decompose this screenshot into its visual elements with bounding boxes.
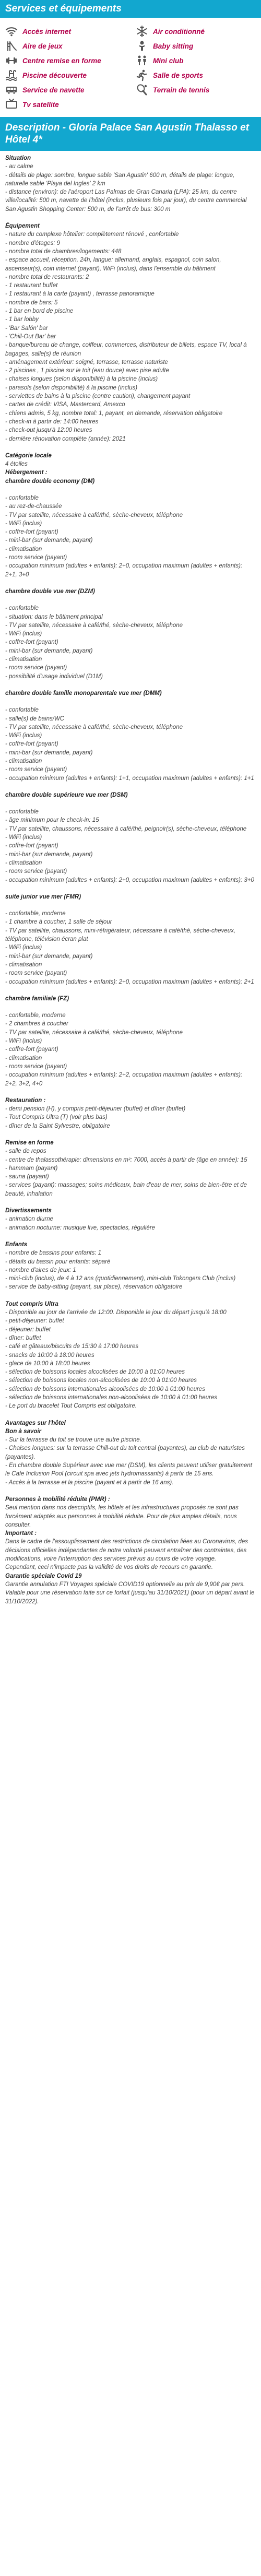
- description-line: - WiFi (inclus): [5, 944, 42, 951]
- service-label: Baby sitting: [153, 42, 194, 50]
- description-line: - nature du complexe hôtelier: complètement rénové , confortable: [5, 231, 179, 238]
- section-heading: Situation: [5, 155, 31, 161]
- description-line: - possibilité d'usage individuel (D1M): [5, 673, 103, 680]
- description-line: - TV par satellite, nécessaire à café/thé, sèche-cheveux, téléphone: [5, 622, 183, 629]
- service-label: Centre remise en forme: [22, 56, 101, 65]
- spacer: [5, 1198, 256, 1207]
- description-line: - 2 piscines , 1 piscine sur le toit (eau douce) avec pise adulte: [5, 368, 169, 374]
- description-line: - 'Bar Salón' bar: [5, 325, 48, 332]
- description-line: - confortable, moderne: [5, 1012, 66, 1019]
- description-line: - coffre-fort (payant): [5, 843, 58, 849]
- service-service-de-navette: [0, 82, 130, 97]
- description-line: - occupation minimum (adultes + enfants): 2+0, occupation maximum (adultes + enfants): 2+1, 3+0: [5, 563, 243, 578]
- service-tv-satellite: [0, 97, 130, 112]
- description-line: Dans le cadre de l'assouplissement des restrictions de circulation liées au Coronavirus, des décisions officielles indépendantes de notre volonté peuvent entraîner des contraintes, des modifications, voire l'interruption des services prévus au cours de votre voyage.: [5, 1539, 248, 1563]
- spacer: [5, 1232, 256, 1240]
- description-line: - WiFi (inclus): [5, 1038, 42, 1045]
- section-heading: Équipement: [5, 223, 40, 230]
- description-line: - WiFi (inclus): [5, 520, 42, 527]
- description-line: - mini-bar (sur demande, payant): [5, 749, 93, 756]
- description-line: - animation nocturne: musique live, spectacles, régulière: [5, 1224, 156, 1231]
- service-baby-sitting: [130, 39, 261, 53]
- description-line: - occupation minimum (adultes + enfants): 2+2, occupation maximum (adultes + enfants): 2+2, 3+2, 4+0: [5, 1072, 243, 1087]
- description-line: - En chambre double Supérieur avec vue mer (DSM), les clients peuvent utiliser gratuitement le Cafe Inclusion Pool (circuit spa avec jets hydromassants) à partir de 15 ans.: [5, 1462, 252, 1478]
- section-heading: chambre double famille monoparentale vue mer (DMM): [5, 690, 162, 696]
- description-line: - climatisation: [5, 1055, 42, 1061]
- description-line: - check-out jusqu'à 12:00 heures: [5, 427, 92, 434]
- section-heading: Remise en forme: [5, 1139, 54, 1146]
- description-line: - sélection de boissons internationales alcoolisées de 10:00 à 01:00 heures: [5, 1386, 205, 1392]
- description-line: Seul mention dans nos descriptifs, les hôtels et les infrastructures proposés ne sont pas forcément adaptés aux personnes à mobilité réduite. Pour de plus amples détails, nous consulter.: [5, 1505, 239, 1528]
- service-acces-internet: [0, 24, 130, 39]
- spacer: [5, 214, 256, 222]
- service-aire-de-jeux: [0, 39, 130, 53]
- description-line: - 1 bar en bord de piscine: [5, 308, 74, 315]
- spacer: [5, 783, 256, 791]
- slide-icon: [5, 40, 18, 52]
- description-line: - nombre d'aires de jeux: 1: [5, 1267, 76, 1273]
- description-line: 4 étoiles: [5, 461, 28, 468]
- description-line: - chiens admis, 5 kg, nombre total: 1, payant, en demande, réservation obligatoire: [5, 410, 223, 417]
- description-line: - Tout Compris Ultra (T) (voir plus bas): [5, 1114, 108, 1121]
- spacer: [5, 698, 256, 706]
- services-header: [0, 0, 261, 18]
- description-line: - TV par satellite, nécessaire à café/thé, sèche-cheveux, téléphone: [5, 724, 183, 730]
- spacer: [5, 884, 256, 893]
- description-line: - serviettes de bains à la piscine (contre caution), changement payant: [5, 393, 191, 400]
- description-line: - animation diurne: [5, 1216, 54, 1223]
- description-line: - services (payant): massages; soins médicaux, bain d'eau de mer, soins de bien-être et de beauté, inhalation: [5, 1182, 247, 1197]
- description-line: - demi pension (H), y compris petit-déjeuner (buffet) et dîner (buffet): [5, 1106, 186, 1113]
- section-heading: Personnes à mobilité réduite (PMR) :: [5, 1496, 110, 1503]
- description-title: Description - Gloria Palace San Agustin Thalasso et Hôtel 4*: [5, 122, 250, 145]
- spacer: [5, 1487, 256, 1495]
- section-heading: Enfants: [5, 1241, 28, 1248]
- services-title: Services et équipements: [5, 3, 122, 14]
- description-line: - climatisation: [5, 656, 42, 663]
- description-line: - WiFi (inclus): [5, 631, 42, 637]
- description-line: - sauna (payant): [5, 1174, 49, 1180]
- baby-icon: [136, 40, 148, 52]
- spacer: [5, 1411, 256, 1419]
- description-line: - dernière rénovation complète (année): 2021: [5, 435, 126, 442]
- description-line: - climatisation: [5, 546, 42, 552]
- description-line: - nombre de bassins pour enfants: 1: [5, 1250, 102, 1257]
- description-line: - check-in à partir de: 14:00 heures: [5, 418, 99, 425]
- description-line: - chaises longues (selon disponibilité) à la piscine (inclus): [5, 376, 158, 383]
- description-line: - nombre de bars: 5: [5, 299, 58, 306]
- running-icon: [136, 69, 148, 81]
- description-line: - Le port du bracelet Tout Compris est obligatoire.: [5, 1403, 137, 1410]
- description-line: - occupation minimum (adultes + enfants): 2+0, occupation maximum (adultes + enfants): 2+1: [5, 978, 254, 985]
- section-heading: Restauration :: [5, 1097, 46, 1104]
- section-heading: chambre double vue mer (DZM): [5, 588, 95, 595]
- description-line: - mini-club (inclus), de 4 à 12 ans (quotidiennement), mini-club Tokongers Club (inclus): [5, 1275, 236, 1282]
- section-heading: Garantie spéciale Covid 19: [5, 1573, 82, 1579]
- section-heading: Bon à savoir: [5, 1428, 42, 1435]
- service-label: Salle de sports: [153, 71, 204, 79]
- description-line: - room service (payant): [5, 868, 67, 875]
- section-heading: Catégorie locale: [5, 452, 52, 459]
- description-line: - coffre-fort (payant): [5, 529, 58, 536]
- description-line: - occupation minimum (adultes + enfants): 1+1, occupation maximum (adultes + enfants): 1+1: [5, 775, 254, 782]
- section-heading: Important :: [5, 1530, 37, 1537]
- description-line: - climatisation: [5, 859, 42, 866]
- description-line: - mini-bar (sur demande, payant): [5, 953, 93, 960]
- description-line: - confortable, moderne: [5, 911, 66, 917]
- description-line: - mini-bar (sur demande, payant): [5, 851, 93, 858]
- spacer: [5, 986, 256, 995]
- description-line: - hammam (payant): [5, 1165, 58, 1172]
- description-line: - room service (payant): [5, 665, 67, 671]
- section-heading: chambre double economy (DM): [5, 478, 95, 485]
- pool-icon: [5, 69, 18, 81]
- service-label: Mini club: [153, 56, 184, 65]
- kids-icon: [136, 54, 148, 67]
- description-line: - service de baby-sitting (payant, sur place), réservation obligatoire: [5, 1284, 183, 1291]
- description-line: - distance (environ): de l'aéroport Las Palmas de Gran Canaria (LPA): 25 km, du centre ville/localité: 500 m, navette de l'hôtel (inclus, plusieurs fois par jour), du centre commercial San Agustin Shopping Center: 500 m, de l'arrêt de bus: 300 m: [5, 189, 247, 212]
- description-line: - occupation minimum (adultes + enfants): 2+0, occupation maximum (adultes + enfants): 3+0: [5, 877, 254, 883]
- description-line: - âge minimum pour le check-in: 15: [5, 817, 99, 824]
- spacer: [5, 1292, 256, 1300]
- service-centre-remise-en-forme: [0, 53, 130, 68]
- spacer: [5, 486, 256, 494]
- description-line: - room service (payant): [5, 1063, 67, 1070]
- service-label: Terrain de tennis: [153, 86, 210, 94]
- description-line: - mini-bar (sur demande, payant): [5, 537, 93, 544]
- description-line: - snacks de 10:00 à 18:00 heures: [5, 1352, 94, 1358]
- description-line: - room service (payant): [5, 766, 67, 773]
- spacer: [5, 443, 256, 452]
- snowflake-icon: [136, 25, 148, 38]
- description-line: - espace accueil, réception, 24h, langue: allemand, anglais, espagnol, coin salon, ascenseur(s), coin internet (payant), WiFi (inclus), dans l'ensemble du bâtiment: [5, 257, 221, 272]
- description-line: - 1 bar lobby: [5, 316, 39, 323]
- service-label: Piscine découverte: [22, 71, 87, 79]
- tv-icon: [5, 98, 18, 111]
- service-label: Accès internet: [22, 27, 72, 36]
- description-line: - Disponible au jour de l'arrivée de 12:00. Disponible le jour du départ jusqu'à 18:00: [5, 1309, 227, 1316]
- description-line: - situation: dans le bâtiment principal: [5, 613, 103, 620]
- description-line: - room service (payant): [5, 554, 67, 561]
- description-line: - 1 restaurant à la carte (payant) , terrasse panoramique: [5, 291, 155, 298]
- description-line: - confortable: [5, 809, 39, 816]
- description-line: - nombre total de restaurants: 2: [5, 274, 89, 280]
- description-line: - 1 chambre à coucher, 1 salle de séjour: [5, 919, 112, 926]
- section-heading: Tout compris Ultra: [5, 1301, 58, 1307]
- description-line: Cependant, ceci n'impacte pas la validité de vos droits de recours en garantie.: [5, 1564, 213, 1571]
- description-line: - 2 chambres à coucher: [5, 1021, 68, 1027]
- description-line: - salle(s) de bains/WC: [5, 715, 65, 722]
- spacer: [5, 1003, 256, 1011]
- tennis-icon: [136, 84, 148, 96]
- description-line: - room service (payant): [5, 970, 67, 977]
- service-label: Tv satellite: [22, 100, 59, 109]
- service-salle-de-sports: [130, 68, 261, 82]
- section-heading: chambre familiale (FZ): [5, 995, 69, 1002]
- description-line: - détails de plage: sombre, longue sable 'San Agustin' 600 m, détails de plage: longue, naturelle sable 'Playa del Ingles' 2 km: [5, 172, 235, 187]
- description-line: - parasols (selon disponibilité) à la piscine (inclus): [5, 384, 138, 391]
- description-line: - nombre total de chambres/logements: 448: [5, 248, 122, 255]
- spacer: [5, 681, 256, 689]
- spacer: [5, 799, 256, 808]
- description-line: - climatisation: [5, 961, 42, 968]
- description-line: - TV par satellite, nécessaire à café/thé, sèche-cheveux, téléphone: [5, 1029, 183, 1036]
- description-line: - centre de thalassothérapie: dimensions en m²: 7000, accès à partir de (âge en année): 15: [5, 1156, 247, 1163]
- description-line: - TV par satellite, chaussons, nécessaire à café/thé, peignoir(s), sèche-cheveux, téléphone: [5, 825, 247, 832]
- description-line: - glace de 10:00 à 18:00 heures: [5, 1360, 90, 1367]
- description-line: - nombre d'étages: 9: [5, 240, 61, 246]
- service-label: Air conditionné: [153, 27, 205, 36]
- service-air-conditionne: [130, 24, 261, 39]
- description-line: - sélection de boissons internationales non-alcoolisées de 10:00 à 01:00 heures: [5, 1395, 217, 1401]
- description-line: - déjeuner: buffet: [5, 1326, 51, 1333]
- service-piscine-decouverte: [0, 68, 130, 82]
- description-line: - WiFi (inclus): [5, 732, 42, 739]
- description-line: - cartes de crédit: VISA, Mastercard, Amexco: [5, 401, 125, 408]
- wifi-icon: [5, 25, 18, 38]
- description-line: - au rez-de-chaussée: [5, 503, 62, 510]
- description-line: - café et gâteaux/biscuits de 15:30 à 17:00 heures: [5, 1343, 139, 1350]
- service-label: Service de navette: [22, 86, 85, 94]
- description-line: - confortable: [5, 605, 39, 612]
- section-heading: Hébergement :: [5, 469, 48, 476]
- description-line: - détails du bassin pour enfants: séparé: [5, 1258, 111, 1265]
- spacer: [5, 579, 256, 587]
- description-line: - sélection de boissons locales alcoolisées de 10:00 à 01:00 heures: [5, 1369, 185, 1376]
- description-line: - coffre-fort (payant): [5, 1046, 58, 1053]
- description-line: - TV par satellite, chaussons, mini-réfrigérateur, nécessaire à café/thé, sèche-cheveux, téléphone, télévision écran plat: [5, 927, 236, 943]
- description-line: - WiFi (inclus): [5, 834, 42, 841]
- description-line: - sélection de boissons locales non-alcoolisées de 10:00 à 01:00 heures: [5, 1377, 197, 1384]
- section-heading: chambre double supérieure vue mer (DSM): [5, 791, 128, 798]
- services-grid: [0, 18, 261, 117]
- description-line: - coffre-fort (payant): [5, 639, 58, 646]
- description-line: - Chaises longues: sur la terrasse Chill-out du toit central (payantes), au club de naturistes (payantes).: [5, 1445, 245, 1460]
- shuttle-icon: [5, 84, 18, 96]
- description-line: - au calme: [5, 163, 33, 170]
- description-line: - 1 restaurant buffet: [5, 282, 58, 289]
- description-line: - 'Chill-Out Bar' bar: [5, 333, 56, 340]
- spacer: [5, 1088, 256, 1096]
- spacer: [5, 596, 256, 604]
- description-line: - dîner: buffet: [5, 1334, 41, 1341]
- description-line: - mini-bar (sur demande, payant): [5, 647, 93, 654]
- dumbbell-icon: [5, 54, 18, 67]
- section-heading: Divertissements: [5, 1208, 52, 1214]
- description-header: [0, 117, 261, 151]
- description-line: - confortable: [5, 707, 39, 714]
- service-terrain-de-tennis: [130, 82, 261, 97]
- description-line: - salle de repos: [5, 1148, 46, 1155]
- spacer: [5, 901, 256, 909]
- service-label: Aire de jeux: [22, 42, 63, 50]
- description-line: - TV par satellite, nécessaire à café/thé, sèche-cheveux, téléphone: [5, 512, 183, 518]
- description-content: [0, 151, 261, 1616]
- description-line: - confortable: [5, 494, 39, 501]
- description-line: - petit-déjeuner: buffet: [5, 1318, 64, 1325]
- description-line: - aménagement extérieur: soigné, terrasse, terrasse naturiste: [5, 359, 168, 365]
- section-heading: suite junior vue mer (FMR): [5, 893, 81, 900]
- description-line: - Sur la terrasse du toit se trouve une autre piscine.: [5, 1437, 141, 1444]
- description-line: - Accès à la terrasse et la piscine (payant et à partir de 16 ans).: [5, 1479, 174, 1486]
- description-line: - dîner de la Saint Sylvestre, obligatoire: [5, 1122, 110, 1129]
- spacer: [5, 1130, 256, 1139]
- description-line: - coffre-fort (payant): [5, 741, 58, 748]
- description-line: - banque/bureau de change, coiffeur, commerces, distributeur de billets, espace TV, local à bagages, salle(s) de réunion: [5, 342, 247, 357]
- description-line: - climatisation: [5, 758, 42, 764]
- service-mini-club: [130, 53, 261, 68]
- section-heading: Avantages sur l'hôtel: [5, 1420, 66, 1426]
- description-line: Garantie annulation FTI Voyages spéciale COVID19 optionnelle au prix de 9,90€ par pers. Valable pour une réservation faite sur ce forfait (jusqu'au 31/10/2021) (pour un départ avant le 31/10/2022).: [5, 1581, 255, 1605]
